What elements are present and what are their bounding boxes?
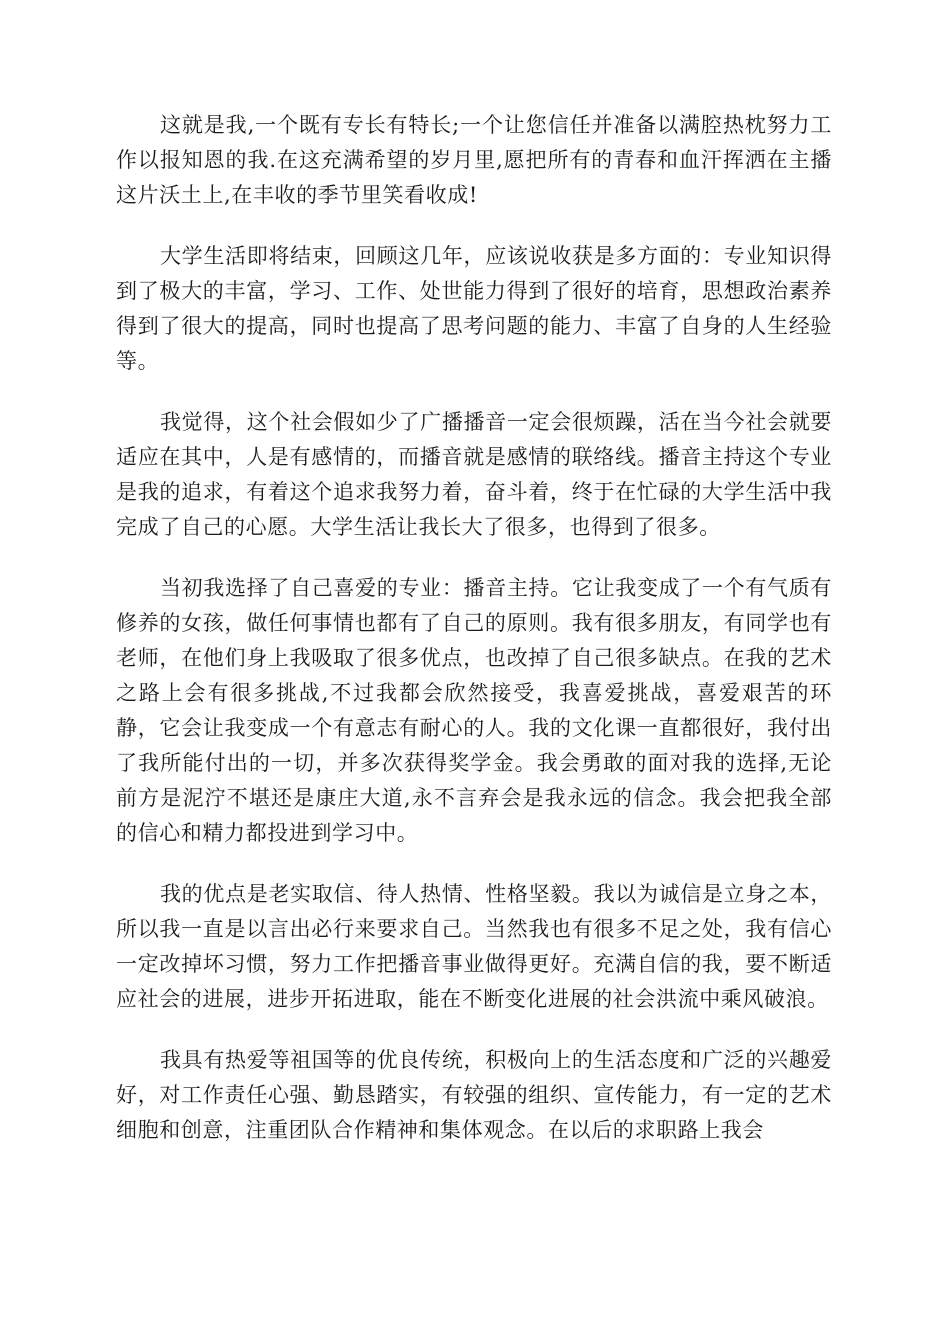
- paragraph: 这就是我,一个既有专长有特长;一个让您信任并准备以满腔热枕努力工作以报知恩的我.在这充满希望的岁月里,愿把所有的青春和血汗挥洒在主播这片沃土上,在丰收的季节里笑看收成!: [116, 113, 832, 207]
- paragraph: 我觉得，这个社会假如少了广播播音一定会很烦躁，活在当今社会就要适应在其中，人是有感情的，而播音就是感情的联络线。播音主持这个专业是我的追求，有着这个追求我努力着，奋斗着，终于在忙碌的大学生活中我完成了自己的心愿。大学生活让我长大了很多，也得到了很多。: [116, 410, 832, 539]
- document-body: [116, 108, 832, 1174]
- paragraph: 我的优点是老实取信、待人热情、性格坚毅。我以为诚信是立身之本，所以我一直是以言出必行来要求自己。当然我也有很多不足之处，我有信心一定改掉坏习惯，努力工作把播音事业做得更好。充满自信的我，要不断适应社会的进展，进步开拓进取，能在不断变化进展的社会洪流中乘风破浪。: [116, 882, 832, 1011]
- paragraph: 我具有热爱等祖国等的优良传统，积极向上的生活态度和广泛的兴趣爱好，对工作责任心强、勤恳踏实，有较强的组织、宣传能力，有一定的艺术细胞和创意，注重团队合作精神和集体观念。在以后的求职路上我会: [116, 1048, 832, 1142]
- paragraph: 当初我选择了自己喜爱的专业：播音主持。它让我变成了一个有气质有修养的女孩，做任何事情也都有了自己的原则。我有很多朋友，有同学也有老师，在他们身上我吸取了很多优点，也改掉了自己很多缺点。在我的艺术之路上会有很多挑战,不过我都会欣然接受，我喜爱挑战，喜爱艰苦的环静，它会让我变成一个有意志有耐心的人。我的文化课一直都很好，我付出了我所能付出的一切，并多次获得奖学金。我会勇敢的面对我的选择,无论前方是泥泞不堪还是康庄大道,永不言弃会是我永远的信念。我会把我全部的信心和精力都投进到学习中。: [116, 576, 832, 845]
- paragraph: 大学生活即将结束，回顾这几年，应该说收获是多方面的：专业知识得到了极大的丰富，学习、工作、处世能力得到了很好的培育，思想政治素养得到了很大的提高，同时也提高了思考问题的能力、丰富了自身的人生经验等。: [116, 244, 832, 373]
